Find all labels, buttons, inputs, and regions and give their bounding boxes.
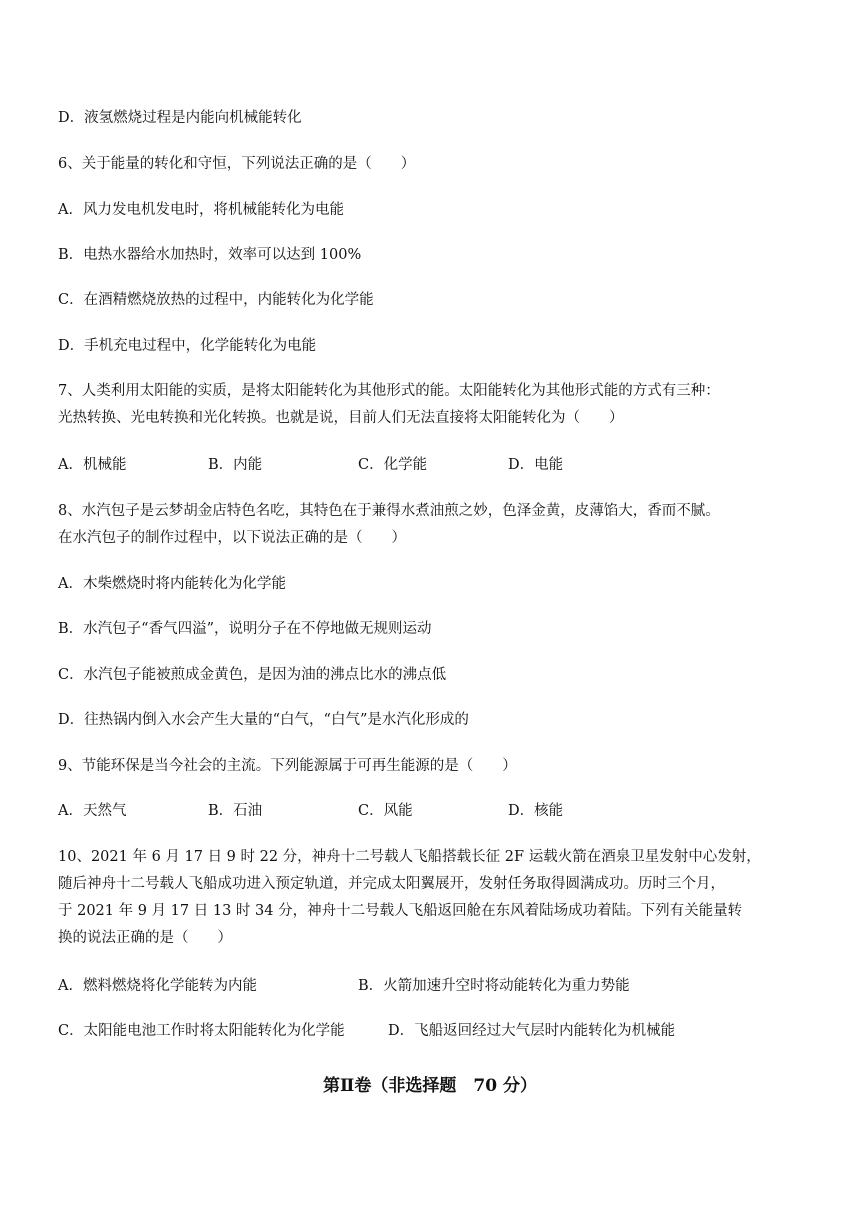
q10-stem-line-3: 于 2021 年 9 月 17 日 13 时 34 分，神舟十二号载人飞船返回舱在东风着陆场成功着陆。下列有关能量转 [58,903,743,919]
q10-option-d: D．飞船返回经过大气层时内能转化为机械能 [388,1023,676,1039]
q7-stem-line-2: 光热转换、光电转换和光化转换。也就是说，目前人们无法直接将太阳能转化为（ ） [58,410,624,426]
q10-option-b: B．火箭加速升空时将动能转化为重力势能 [358,978,630,994]
q9-option-a: A．天然气 [58,803,127,819]
q9-stem: 9、节能环保是当今社会的主流。下列能源属于可再生能源的是（ ） [58,758,517,774]
q9-option-b: B．石油 [208,803,263,819]
q10-option-a: A．燃料燃烧将化学能转为内能 [58,978,257,994]
q8-stem-line-2: 在水汽包子的制作过程中，以下说法正确的是（ ） [58,530,406,546]
q8-option-a: A．木柴燃烧时将内能转化为化学能 [58,576,286,592]
q7-stem-line-1: 7、人类利用太阳能的实质，是将太阳能转化为其他形式的能。太阳能转化为其他形式能的方式有三种： [58,383,720,399]
q10-stem-line-2: 随后神舟十二号载人飞船成功进入预定轨道，并完成太阳翼展开，发射任务取得圆满成功。历时三个月， [58,876,725,892]
q8-option-c: C．水汽包子能被煎成金黄色，是因为油的沸点比水的沸点低 [58,667,447,683]
q6-option-b: B．电热水器给水加热时，效率可以达到 100% [58,247,362,263]
q9-option-d: D．核能 [508,803,564,819]
q6-option-a: A．风力发电机发电时，将机械能转化为电能 [58,202,344,218]
q7-option-b: B．内能 [208,457,263,473]
q10-stem-line-4: 换的说法正确的是（ ） [58,930,232,946]
q8-option-b: B．水汽包子“香气四溢”，说明分子在不停地做无规则运动 [58,621,432,637]
q9-option-c: C．风能 [358,803,413,819]
q10-option-c: C．太阳能电池工作时将太阳能转化为化学能 [58,1023,345,1039]
q10-stem-line-1: 10、2021 年 6 月 17 日 9 时 22 分，神舟十二号载人飞船搭载长征 2F 运载火箭在酒泉卫星发射中心发射， [58,849,761,865]
q8-stem-line-1: 8、水汽包子是云梦胡金店特色名吃，其特色在于兼得水煮油煎之妙，色泽金黄，皮薄馅大，香而不腻。 [58,503,720,519]
q7-option-c: C．化学能 [358,457,428,473]
q7-option-a: A．机械能 [58,457,127,473]
q6-option-d: D．手机充电过程中，化学能转化为电能 [58,338,317,354]
q5-option-d: D．液氢燃烧过程是内能向机械能转化 [58,110,302,126]
q7-option-d: D．电能 [508,457,564,473]
q6-stem: 6、关于能量的转化和守恒，下列说法正确的是（ ） [58,156,416,172]
q8-option-d: D．往热锅内倒入水会产生大量的“白气，“白气”是水汽化形成的 [58,712,469,728]
section-title: 第Ⅱ卷（非选择题 70 分） [323,1076,537,1096]
q6-option-c: C．在酒精燃烧放热的过程中，内能转化为化学能 [58,292,374,308]
